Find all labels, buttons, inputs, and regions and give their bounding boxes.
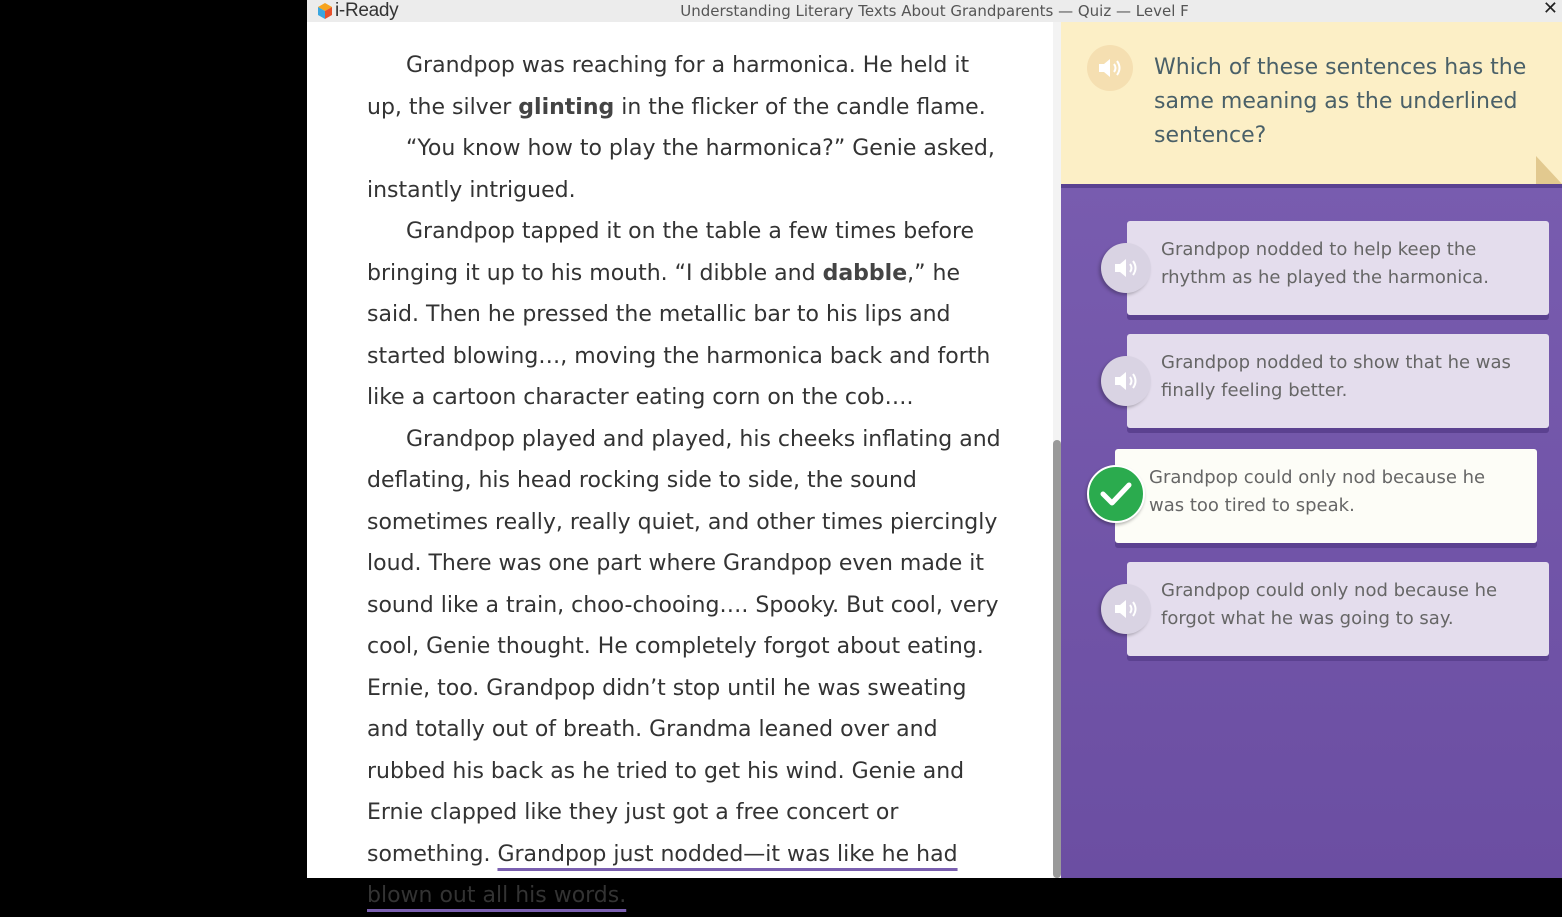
passage-paragraph bbox=[367, 128, 1007, 211]
scrollbar-thumb[interactable] bbox=[1053, 440, 1061, 878]
answer-text: Grandpop nodded to help keep the rhythm as he played the harmonica. bbox=[1161, 239, 1489, 288]
passage-text-span: Grandpop tapped it on the table a few times before bringing it up to his mouth. “I dibble and bbox=[367, 219, 975, 286]
question-card bbox=[1061, 22, 1562, 184]
vocab-word-glinting: glinting bbox=[518, 94, 615, 120]
reading-passage-pane[interactable] bbox=[307, 22, 1060, 908]
answer-text: Grandpop could only nod because he forgot what he was going to say. bbox=[1161, 580, 1498, 629]
checkmark-icon bbox=[1087, 465, 1145, 523]
speaker-icon[interactable] bbox=[1101, 243, 1151, 293]
passage-text bbox=[367, 45, 1007, 917]
answer-option-3-selected[interactable] bbox=[1115, 449, 1537, 543]
underlined-sentence: Grandpop just nodded—it was like he had blown out all his words. bbox=[367, 841, 958, 908]
question-text: Which of these sentences has the same meaning as the underlined sentence? bbox=[1154, 55, 1527, 148]
title-bar bbox=[307, 0, 1562, 22]
vocab-word-dabble: dabble bbox=[822, 260, 908, 286]
passage-text-span: Grandpop was reaching for a harmonica. He held it up, the silver bbox=[367, 53, 970, 120]
passage-paragraph bbox=[367, 45, 1007, 128]
answer-text: Grandpop nodded to show that he was finally feeling better. bbox=[1161, 352, 1511, 401]
passage-text-span: ,” he said. Then he pressed the metallic bar to his lips and started blowing…, moving the harmonica back and forth like a cartoon character eating corn on the cob…. bbox=[367, 260, 991, 410]
answer-option-1[interactable] bbox=[1127, 221, 1549, 315]
answer-option-2[interactable] bbox=[1127, 334, 1549, 428]
speaker-icon[interactable] bbox=[1101, 584, 1151, 634]
app-window bbox=[307, 0, 1562, 908]
window-title: Understanding Literary Texts About Grandparents — Quiz — Level F bbox=[680, 2, 1189, 20]
logo-text: i-Ready bbox=[335, 0, 399, 21]
passage-text-span: in the flicker of the candle flame. bbox=[614, 94, 986, 120]
answer-option-4[interactable] bbox=[1127, 562, 1549, 656]
answer-text: Grandpop could only nod because he was too tired to speak. bbox=[1149, 467, 1486, 516]
speaker-icon[interactable] bbox=[1087, 45, 1133, 91]
page-fold bbox=[1536, 156, 1562, 184]
question-pane bbox=[1061, 22, 1562, 878]
close-icon[interactable]: ✕ bbox=[1542, 0, 1558, 19]
passage-text-span: “You know how to play the harmonica?” Genie asked, instantly intrigued. bbox=[367, 136, 995, 203]
passage-paragraph bbox=[367, 419, 1007, 917]
passage-paragraph bbox=[367, 211, 1007, 419]
passage-text-span: Grandpop played and played, his cheeks inflating and deflating, his head rocking side to side, the sound sometimes really, really quiet, and other times piercingly loud. There was one part where Grandpop even made it sound like a train, choo-chooing…. Spooky. But cool, very cool, Genie thought. He completely forgot about eating. Ernie, too. Grandpop didn’t stop until he was sweating and totally out of breath. Grandma leaned over and rubbed his back as he tried to get his wind. Genie and Ernie clapped like they just got a free concert or something. bbox=[367, 426, 1001, 867]
speaker-icon[interactable] bbox=[1101, 356, 1151, 406]
